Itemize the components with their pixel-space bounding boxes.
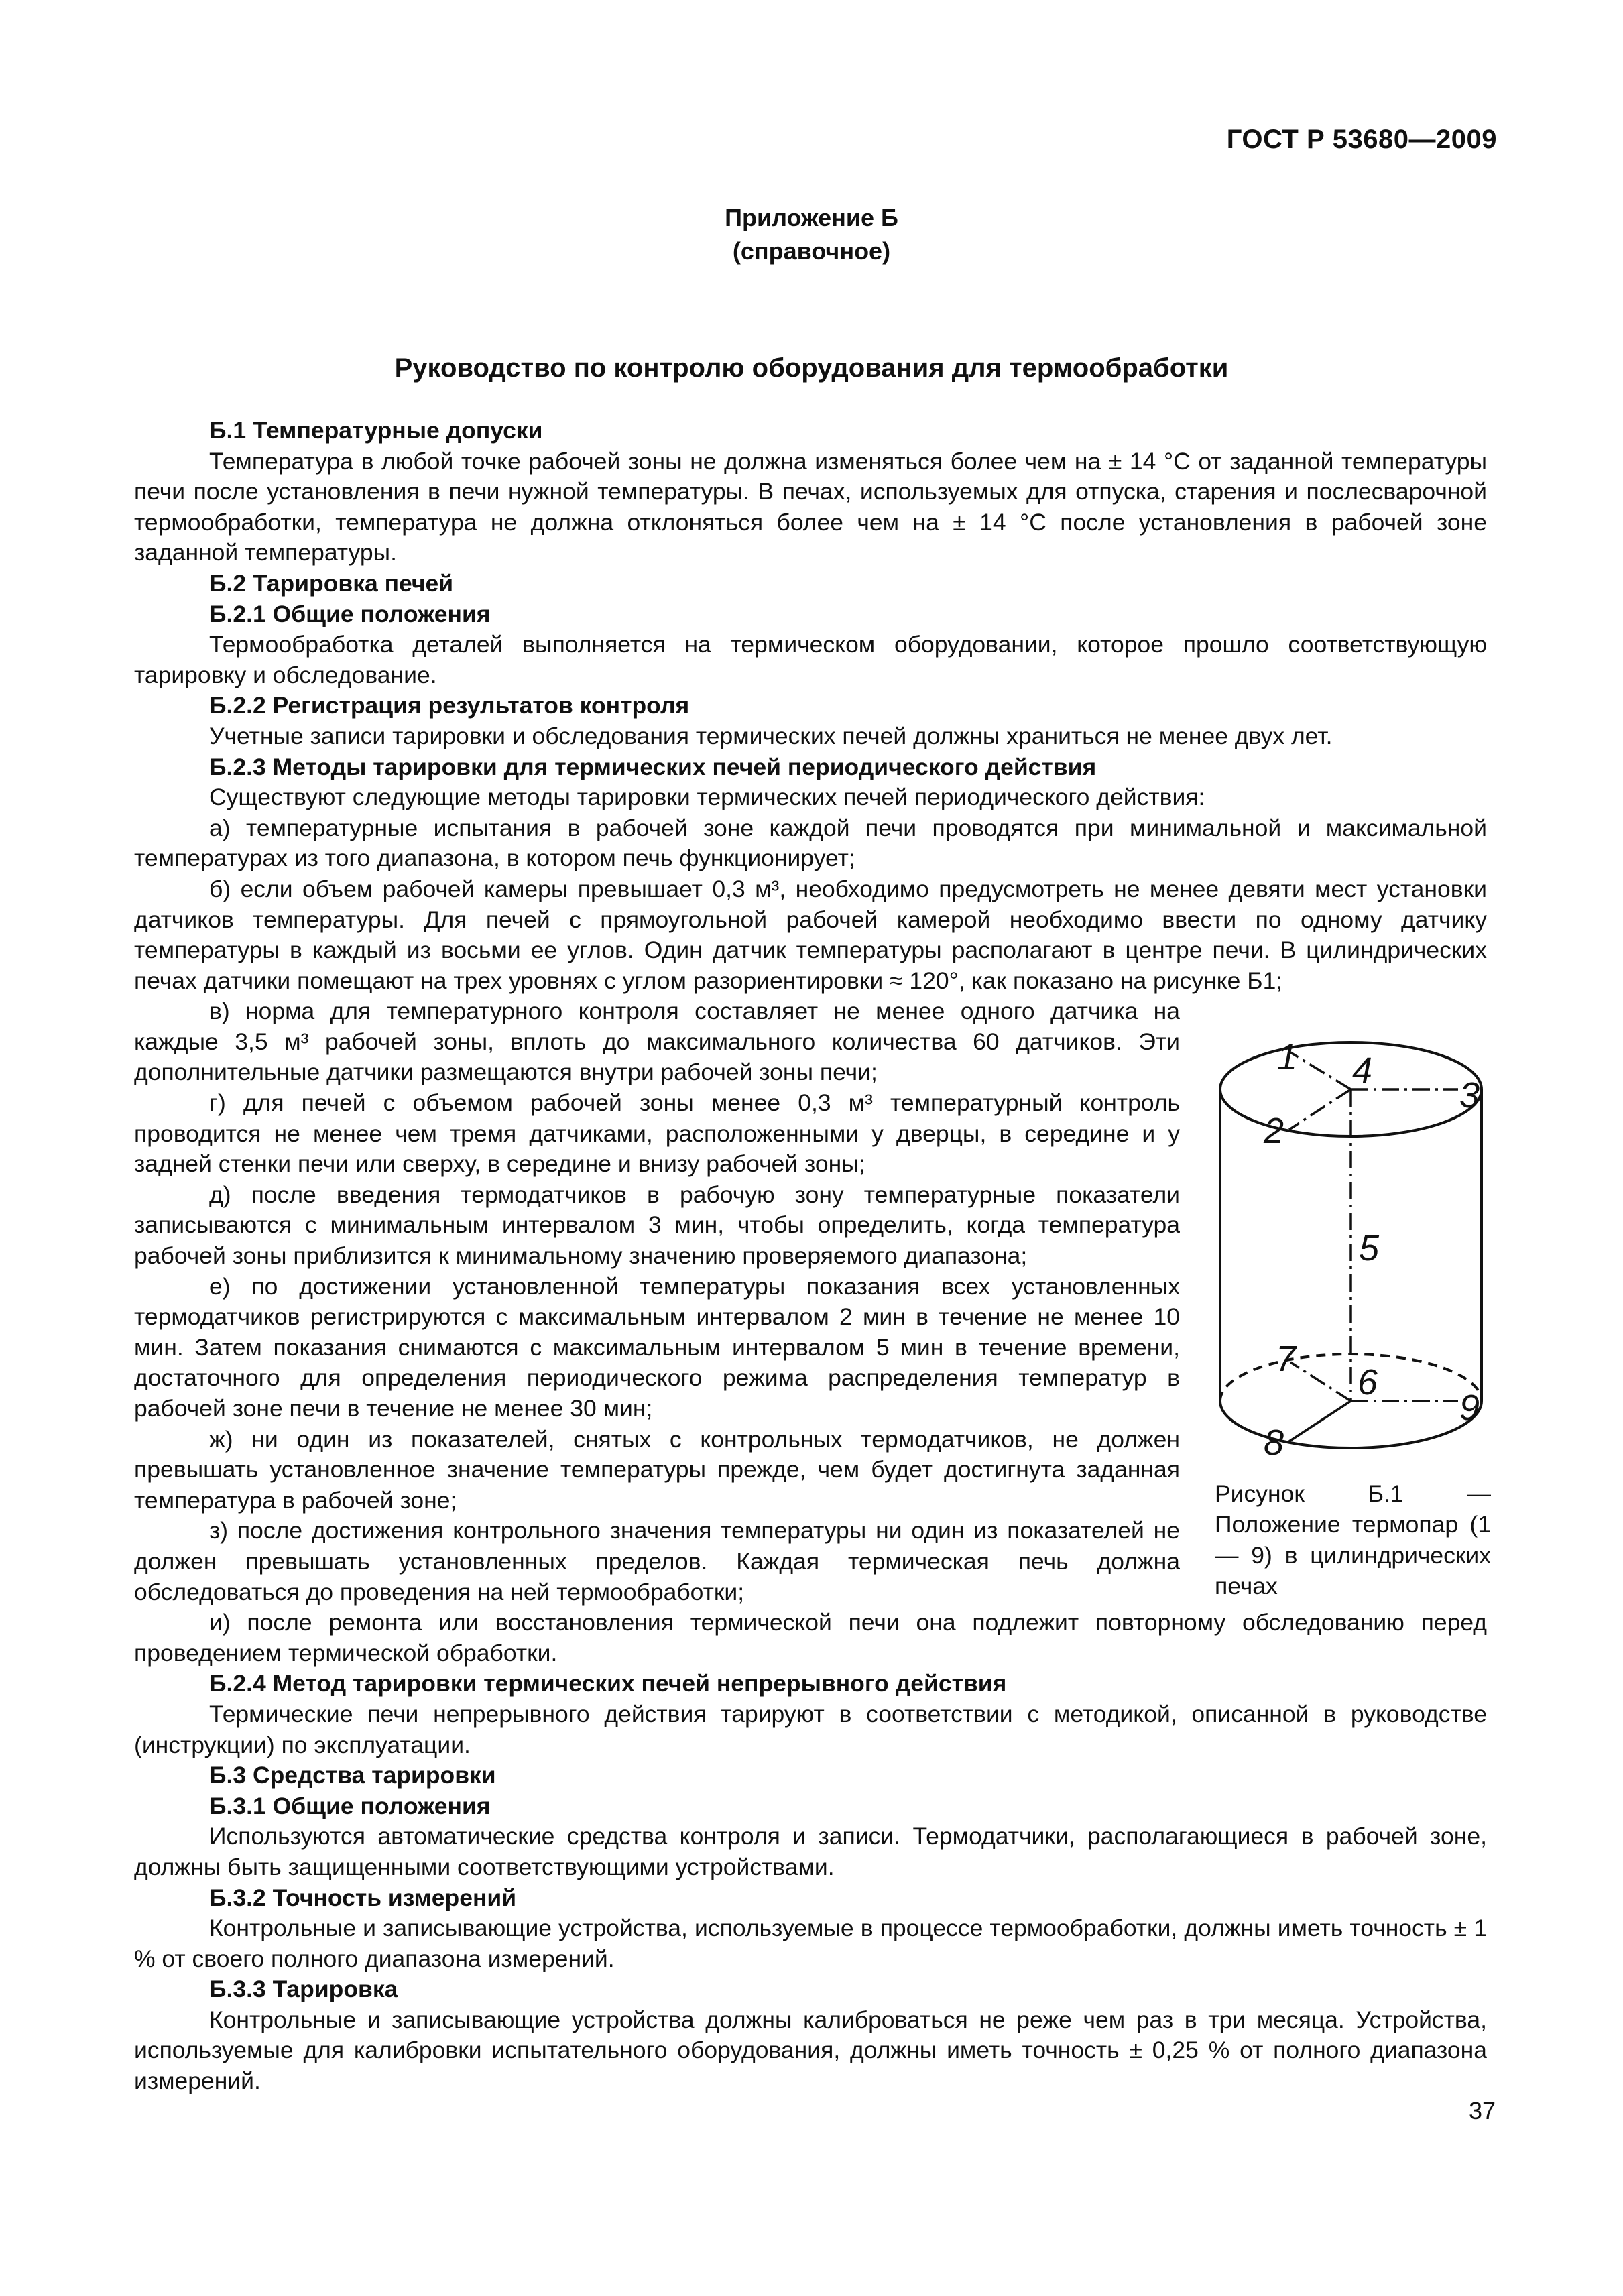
label-8: 8 — [1264, 1423, 1284, 1463]
cylinder-diagram — [1210, 1019, 1492, 1475]
paragraph: Контрольные и записывающие устройства должны калиброваться не реже чем раз в три месяца. Устройства, используемые для калибровки испытательного оборудования, должны иметь точность ± 0,25 % от полного диапазона измерений. — [134, 2006, 1487, 2095]
subsection-heading: Б.2.2 Регистрация результатов контроля — [209, 692, 690, 719]
list-item: г) для печей с объемом рабочей зоны менее 0,3 м³ температурный контроль проводится не менее чем тремя датчиками, расположенными у дверцы, в середине и у задней стенки печи или сверху, в середине и внизу рабочей зоны; — [134, 1089, 1180, 1178]
page-number: 37 — [1468, 2097, 1496, 2124]
paragraph: Используются автоматические средства контроля и записи. Термодатчики, располагающиеся в рабочей зоне, должны быть защищенными соответствующими устройствами. — [134, 1823, 1487, 1880]
subsection-heading: Б.3.3 Тарировка — [209, 1976, 398, 2003]
list-item: з) после достижения контрольного значения температуры ни один из показателей не должен превышать установленных пределов. Каждая термическая печь должна обследоваться до проведения на ней термообработки; — [134, 1517, 1180, 1606]
text-beside-figure — [134, 996, 1180, 1608]
section-heading: Б.2 Тарировка печей — [209, 569, 454, 597]
list-item: и) после ремонта или восстановления термической печи она подлежит повторному обследованию перед проведением термической обработки. — [134, 1609, 1487, 1667]
list-item: б) если объем рабочей камеры превышает 0,3 м³, необходимо предусмотреть не менее девяти мест установки датчиков температуры. Для печей с прямоугольной рабочей камерой необходимо ввести по одному датчику температуры в каждый из восьми ее углов. Один датчик температуры располагают в центре печи. В цилиндрических печах датчики помещают на трех уровнях с углом разориентировки ≈ 120°, как показано на рисунке Б1; — [134, 875, 1487, 994]
list-item: е) по достижении установленной температуры показания всех установленных термодатчиков регистрируются с максимальным интервалом 2 мин в течение не менее 10 мин. Затем показания снимаются с максимальным интервалом 5 мин в течение времени, достаточного для определения периодического режима распределения температур в рабочей зоне печи в течение не менее 30 мин; — [134, 1272, 1180, 1422]
subsection-heading: Б.3.2 Точность измерений — [209, 1884, 517, 1911]
list-item: в) норма для температурного контроля составляет не менее одного датчика на каждые 3,5 м³ рабочей зоны, вплоть до максимального количества 60 датчиков. Эти дополнительные датчики размещаются внутри рабочей зоны печи; — [134, 998, 1180, 1086]
standard-number: ГОСТ Р 53680—2009 — [1226, 125, 1497, 154]
appendix-heading — [0, 201, 1623, 268]
appendix-title: Приложение Б — [725, 204, 898, 231]
list-item: ж) ни один из показателей, снятых с контрольных термодатчиков, не должен превышать установленное значение температуры прежде, чем будет достигнута заданная температура в рабочей зоне; — [134, 1425, 1180, 1514]
label-7: 7 — [1276, 1339, 1297, 1379]
list-item: д) после введения термодатчиков в рабочую зону температурные показатели записываются с минимальным интервалом 3 мин, чтобы определить, когда температура рабочей зоны приблизится к минимальному значению проверяемого диапазона; — [134, 1181, 1180, 1270]
subsection-heading: Б.2.3 Методы тарировки для термических печей периодического действия — [209, 753, 1097, 780]
paragraph: Термические печи непрерывного действия тарируют в соответствии с методикой, описанной в руководстве (инструкции) по эксплуатации. — [134, 1700, 1487, 1758]
paragraph: Температура в любой точке рабочей зоны не должна изменяться более чем на ± 14 °С от заданной температуры печи после установления в печи нужной температуры. В печах, используемых для отпуска, старения и послесварочной термообработки, температура не должна отклоняться более чем на ± 14 °С после установления в рабочей зоне заданной температуры. — [134, 447, 1487, 566]
label-4: 4 — [1352, 1050, 1373, 1091]
subsection-heading: Б.3.1 Общие положения — [209, 1792, 491, 1819]
figure-caption: Рисунок Б.1 — Положение термопар (1 — 9) в цилиндрических печах — [1215, 1480, 1491, 1599]
page-title: Руководство по контролю оборудования для термообработки — [394, 353, 1229, 383]
paragraph: Существуют следующие методы тарировки термических печей периодического действия: — [209, 784, 1205, 811]
label-1: 1 — [1277, 1037, 1298, 1077]
paragraph: Учетные записи тарировки и обследования термических печей должны храниться не менее двух лет. — [209, 722, 1333, 749]
list-item: а) температурные испытания в рабочей зоне каждой печи проводятся при минимальной и максимальной температурах из того диапазона, в котором печь функционирует; — [134, 814, 1487, 872]
label-6: 6 — [1358, 1362, 1378, 1402]
appendix-subtitle: (справочное) — [732, 237, 891, 265]
label-2: 2 — [1264, 1111, 1284, 1151]
subsection-heading: Б.2.1 Общие положения — [209, 600, 491, 627]
label-9: 9 — [1459, 1388, 1480, 1428]
subsection-heading: Б.2.4 Метод тарировки термических печей непрерывного действия — [209, 1670, 1007, 1697]
label-5: 5 — [1359, 1228, 1380, 1268]
section-heading: Б.3 Средства тарировки — [209, 1762, 496, 1789]
paragraph: Термообработка деталей выполняется на термическом оборудовании, которое прошло соответствующую тарировку и обследование. — [134, 631, 1487, 688]
section-heading: Б.1 Температурные допуски — [209, 417, 543, 444]
label-3: 3 — [1459, 1075, 1480, 1115]
paragraph: Контрольные и записывающие устройства, используемые в процессе термообработки, должны иметь точность ± 1 % от своего полного диапазона измерений. — [134, 1915, 1487, 1972]
